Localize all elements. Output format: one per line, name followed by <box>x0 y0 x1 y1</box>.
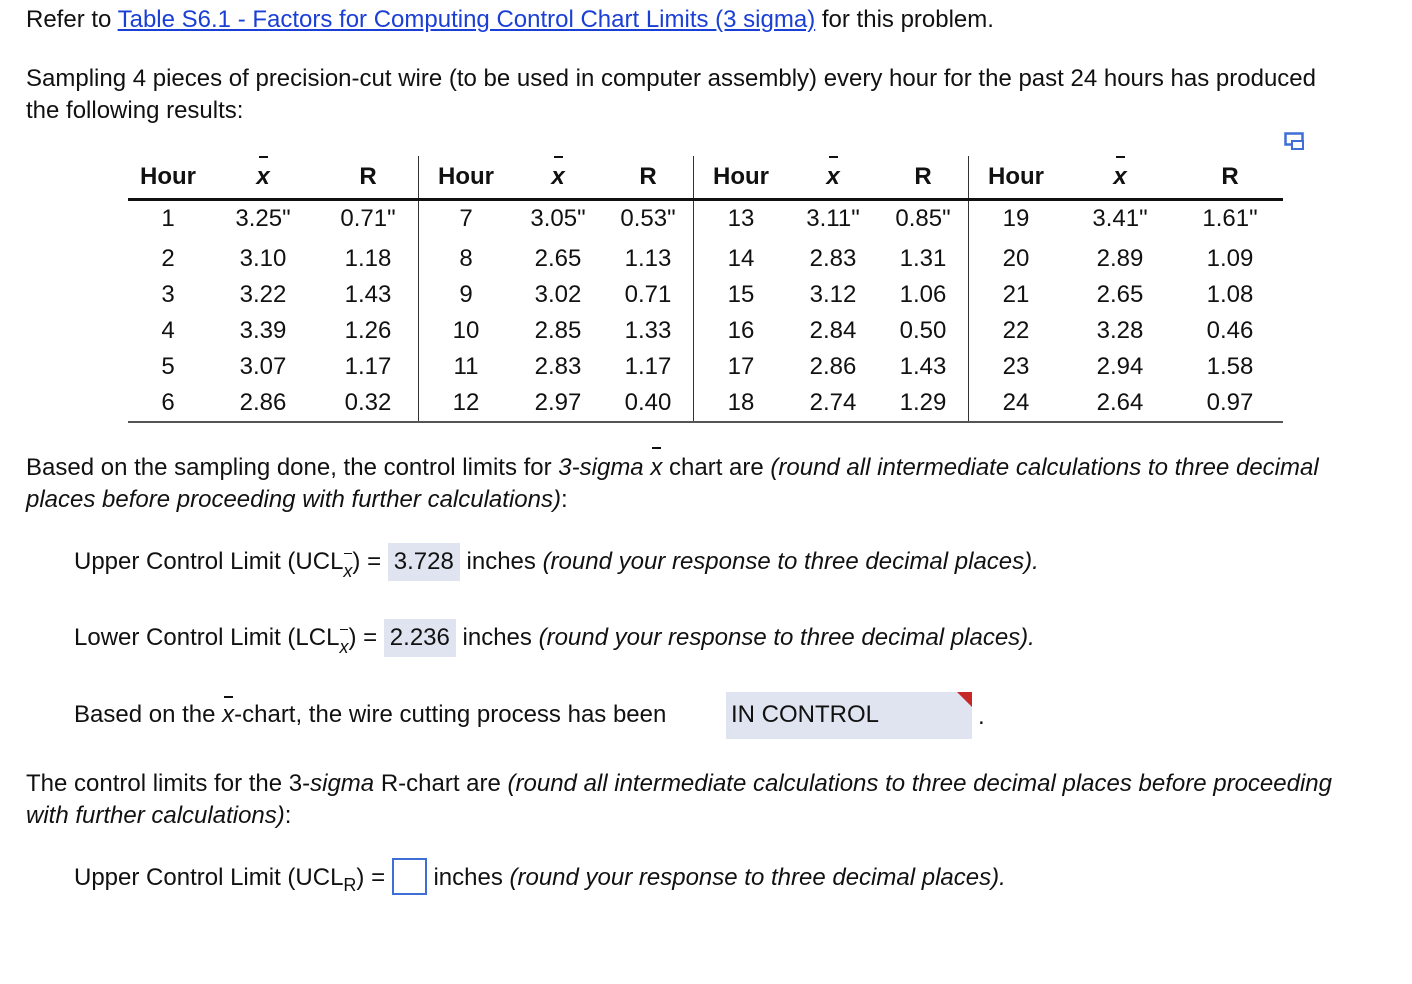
process-status-dropdown[interactable] <box>726 692 972 739</box>
cell-x: 3.12 <box>809 281 857 308</box>
header-hour: Hour <box>419 156 514 200</box>
cell-r: 1.61" <box>1202 205 1258 232</box>
ucl-r-round-note: (round your response to three decimal places). <box>509 864 1006 891</box>
lcl-x-answer[interactable]: 2.236 <box>384 619 456 657</box>
cell-hour: 14 <box>694 237 789 277</box>
table-row <box>128 349 1283 385</box>
cell-x: 3.02 <box>534 281 582 308</box>
cell-hour: 22 <box>969 313 1064 349</box>
lcl-x-line <box>74 619 1035 664</box>
xchart-question <box>26 452 1366 516</box>
header-r: R <box>603 156 694 200</box>
cell-r: 1.18 <box>344 245 392 272</box>
cell-x: 2.83 <box>809 245 857 272</box>
lcl-x-round-note: (round your response to three decimal places). <box>538 624 1035 651</box>
cell-x: 2.85 <box>534 317 582 344</box>
copy-icon[interactable] <box>1284 132 1306 152</box>
cell-hour: 5 <box>161 353 175 380</box>
cell-hour: 15 <box>694 277 789 313</box>
process-tail: -chart, the wire cutting process has been <box>234 701 667 728</box>
cell-hour: 24 <box>969 385 1064 422</box>
lcl-x-sub: x <box>339 630 348 664</box>
ucl-x-answer[interactable]: 3.728 <box>388 543 460 581</box>
process-line <box>74 701 666 729</box>
header-hour: Hour <box>694 156 789 200</box>
cell-hour: 17 <box>694 349 789 385</box>
rchart-colon: : <box>284 802 292 829</box>
refer-line <box>26 6 994 34</box>
cell-hour: 10 <box>419 313 514 349</box>
xchart-sigma: 3-sigma <box>558 454 644 481</box>
cell-x: 2.74 <box>788 385 878 422</box>
process-status-value: IN CONTROL <box>731 701 880 728</box>
cell-hour: 7 <box>419 200 514 238</box>
header-xbar: x <box>513 156 603 200</box>
table-row <box>128 277 1283 313</box>
ucl-r-label: Upper Control Limit (UCL <box>74 864 344 891</box>
cell-r: 1.33 <box>624 317 672 344</box>
table-row <box>128 200 1283 238</box>
ucl-r-close: ) = <box>356 864 386 891</box>
rchart-mid: R-chart are <box>380 770 501 797</box>
header-r: R <box>318 156 419 200</box>
table-row <box>128 237 1283 277</box>
dropdown-corner-icon <box>957 692 972 707</box>
cell-x: 3.07 <box>239 353 287 380</box>
cell-r: 1.17 <box>624 353 672 380</box>
cell-r: 1.09 <box>1206 245 1254 272</box>
cell-x: 3.10 <box>239 245 287 272</box>
refer-suffix: for this problem. <box>821 6 994 33</box>
cell-x: 3.25" <box>235 205 291 232</box>
cell-r: 0.97 <box>1177 385 1283 422</box>
xchart-lead: Based on the sampling done, the control limits for <box>26 454 552 481</box>
ucl-r-input[interactable] <box>392 858 427 895</box>
header-xbar: x <box>208 156 318 200</box>
cell-r: 0.71 <box>624 281 672 308</box>
cell-r: 1.13 <box>624 245 672 272</box>
header-xbar: x <box>1063 156 1177 200</box>
xbar-symbol: x <box>650 452 662 484</box>
rchart-note: (round all intermediate calculations to three decimal places before proceeding with further calculations) <box>26 770 1333 829</box>
cell-r: 1.17 <box>344 353 392 380</box>
cell-hour: 2 <box>161 245 175 272</box>
cell-x: 2.84 <box>809 317 857 344</box>
cell-x: 2.89 <box>1096 245 1144 272</box>
ucl-r-unit: inches <box>433 864 503 891</box>
cell-x: 2.97 <box>513 385 603 422</box>
cell-x: 2.86 <box>208 385 318 422</box>
cell-r: 0.71" <box>340 205 396 232</box>
cell-hour: 18 <box>694 385 789 422</box>
rchart-question <box>26 768 1366 832</box>
cell-r: 0.85" <box>895 205 951 232</box>
ucl-x-round-note: (round your response to three decimal places). <box>542 548 1039 575</box>
header-r: R <box>878 156 969 200</box>
ucl-x-close: ) = <box>352 548 382 575</box>
cell-r: 0.50 <box>899 317 947 344</box>
ucl-x-label: Upper Control Limit (UCL <box>74 548 344 575</box>
header-xbar: x <box>788 156 878 200</box>
data-table <box>128 156 1283 423</box>
cell-hour: 23 <box>969 349 1064 385</box>
cell-hour: 13 <box>694 200 789 238</box>
rchart-sigma: sigma <box>310 770 375 797</box>
lcl-x-label: Lower Control Limit (LCL <box>74 624 340 651</box>
cell-r: 1.43 <box>344 281 392 308</box>
cell-x: 3.39 <box>239 317 287 344</box>
cell-hour: 12 <box>419 385 514 422</box>
cell-r: 1.58 <box>1206 353 1254 380</box>
cell-r: 1.08 <box>1206 281 1254 308</box>
cell-r: 1.06 <box>899 281 947 308</box>
table-s6-1-link[interactable]: Table S6.1 - Factors for Computing Control Chart Limits (3 sigma) <box>117 6 816 33</box>
cell-hour: 16 <box>694 313 789 349</box>
cell-x: 3.41" <box>1092 205 1148 232</box>
cell-x: 3.28 <box>1096 317 1144 344</box>
cell-hour: 6 <box>128 385 208 422</box>
header-hour: Hour <box>128 156 208 200</box>
cell-x: 2.65 <box>534 245 582 272</box>
cell-hour: 1 <box>161 205 175 232</box>
cell-x: 2.86 <box>809 353 857 380</box>
ucl-x-sub: x <box>343 554 352 588</box>
process-lead: Based on the <box>74 701 216 728</box>
cell-r: 0.46 <box>1206 317 1254 344</box>
cell-hour: 20 <box>969 237 1064 277</box>
xchart-note: (round all intermediate calculations to three decimal places before proceeding with further calculations) <box>26 454 1319 513</box>
cell-r: 1.43 <box>899 353 947 380</box>
table-header-row <box>128 156 1283 200</box>
cell-r: 1.31 <box>899 245 947 272</box>
cell-x: 2.94 <box>1096 353 1144 380</box>
process-period: . <box>978 703 985 730</box>
xbar-symbol: x <box>222 701 235 728</box>
cell-r: 0.53" <box>620 205 676 232</box>
cell-x: 3.05" <box>530 205 586 232</box>
rchart-lead: The control limits for the 3- <box>26 770 311 797</box>
cell-r: 0.32 <box>318 385 419 422</box>
cell-r: 0.40 <box>603 385 694 422</box>
xchart-colon: : <box>560 486 568 513</box>
cell-hour: 8 <box>419 237 514 277</box>
ucl-x-unit: inches <box>466 548 536 575</box>
cell-r: 1.26 <box>344 317 392 344</box>
ucl-r-line <box>74 861 1006 902</box>
lcl-x-close: ) = <box>348 624 378 651</box>
lcl-x-unit: inches <box>462 624 532 651</box>
cell-r: 1.29 <box>878 385 969 422</box>
table-row <box>128 385 1283 422</box>
ucl-x-line <box>74 543 1039 588</box>
sampling-text: Sampling 4 pieces of precision-cut wire (to be used in computer assembly) every hour for the past 24 hours has produced the following results: <box>26 65 1316 124</box>
cell-hour: 21 <box>969 277 1064 313</box>
cell-hour: 19 <box>969 200 1064 238</box>
header-r: R <box>1177 156 1283 200</box>
cell-hour: 4 <box>161 317 175 344</box>
cell-hour: 11 <box>419 349 514 385</box>
cell-x: 3.11" <box>806 205 860 232</box>
cell-hour: 9 <box>419 277 514 313</box>
cell-x: 2.65 <box>1096 281 1144 308</box>
refer-prefix: Refer to <box>26 6 112 33</box>
ucl-r-sub: R <box>343 875 357 895</box>
cell-x: 2.64 <box>1063 385 1177 422</box>
header-hour: Hour <box>969 156 1064 200</box>
cell-hour: 3 <box>161 281 175 308</box>
cell-x: 2.83 <box>534 353 582 380</box>
xchart-chart-are: chart are <box>669 454 764 481</box>
cell-x: 3.22 <box>239 281 287 308</box>
table-row <box>128 313 1283 349</box>
